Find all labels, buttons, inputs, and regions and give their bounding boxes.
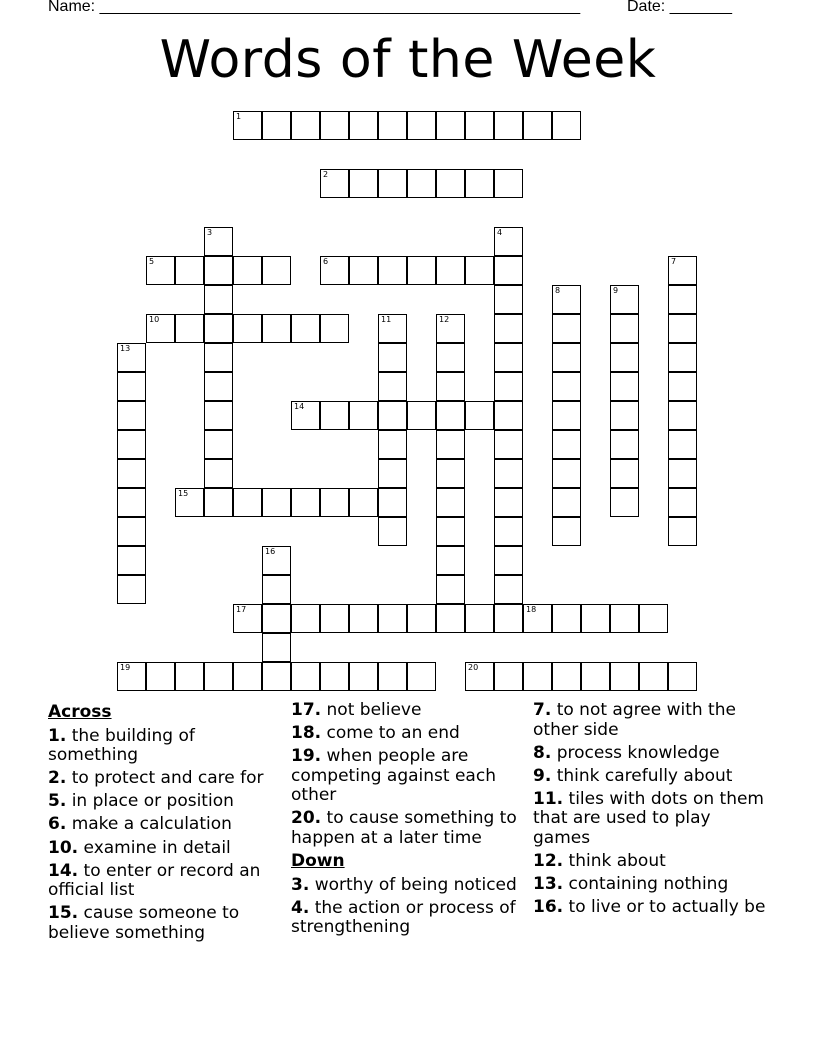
crossword-cell[interactable] <box>639 604 668 633</box>
crossword-cell[interactable] <box>204 372 233 401</box>
crossword-cell[interactable] <box>204 285 233 314</box>
crossword-cell[interactable] <box>349 111 378 140</box>
across-clue <box>48 815 288 835</box>
crossword-cell[interactable] <box>668 285 697 314</box>
crossword-cell[interactable] <box>610 343 639 372</box>
crossword-cell[interactable] <box>262 314 291 343</box>
clue-text: the action or process of strengthening <box>291 897 516 938</box>
clue-number: 17 <box>236 605 247 614</box>
clue-number: 6 <box>323 257 329 266</box>
clue-text: process knowledge <box>556 742 720 763</box>
crossword-cell[interactable] <box>668 372 697 401</box>
clue-number: 9 <box>613 286 619 295</box>
down-clue <box>533 898 773 918</box>
clue-number: 18. <box>291 723 322 744</box>
clue-text: worthy of being noticed <box>314 874 517 895</box>
clue-number: 11. <box>533 788 564 809</box>
crossword-cell[interactable] <box>407 604 436 633</box>
clue-number: 13. <box>533 874 564 895</box>
clue-number: 13 <box>120 344 131 353</box>
crossword-cell[interactable] <box>233 111 262 140</box>
crossword-cell[interactable] <box>436 169 465 198</box>
crossword-cell[interactable] <box>610 372 639 401</box>
crossword-cell[interactable] <box>552 314 581 343</box>
crossword-cell[interactable] <box>465 111 494 140</box>
clue-text: think about <box>568 851 666 872</box>
crossword-cell[interactable] <box>436 401 465 430</box>
crossword-cell[interactable] <box>262 604 291 633</box>
crossword-cell[interactable] <box>378 517 407 546</box>
crossword-cell[interactable] <box>523 604 552 633</box>
crossword-cell[interactable] <box>581 662 610 691</box>
clue-number: 16. <box>533 897 564 918</box>
crossword-cell[interactable] <box>465 662 494 691</box>
crossword-cell[interactable] <box>175 662 204 691</box>
crossword-cell[interactable] <box>436 459 465 488</box>
crossword-cell[interactable] <box>436 517 465 546</box>
crossword-cell[interactable] <box>668 459 697 488</box>
crossword-cell[interactable] <box>117 459 146 488</box>
crossword-cell[interactable] <box>436 604 465 633</box>
crossword-cell[interactable] <box>610 314 639 343</box>
crossword-cell[interactable] <box>349 169 378 198</box>
clue-number: 6. <box>48 814 67 835</box>
crossword-cell[interactable] <box>436 575 465 604</box>
crossword-cell[interactable] <box>378 314 407 343</box>
crossword-cell[interactable] <box>204 343 233 372</box>
crossword-cell[interactable] <box>465 604 494 633</box>
clue-text: examine in detail <box>83 837 231 858</box>
down-clue <box>533 767 773 787</box>
crossword-cell[interactable] <box>146 314 175 343</box>
crossword-cell[interactable] <box>378 169 407 198</box>
crossword-cell[interactable] <box>436 430 465 459</box>
date-field-label: Date: _______ <box>627 0 732 15</box>
crossword-cell[interactable] <box>262 488 291 517</box>
crossword-cell[interactable] <box>146 662 175 691</box>
crossword-cell[interactable] <box>552 662 581 691</box>
crossword-cell[interactable] <box>233 256 262 285</box>
down-clue <box>533 790 773 849</box>
crossword-cell[interactable] <box>668 343 697 372</box>
crossword-cell[interactable] <box>436 314 465 343</box>
crossword-cell[interactable] <box>378 488 407 517</box>
crossword-cell[interactable] <box>639 662 668 691</box>
clue-text: to live or to actually be <box>568 897 766 918</box>
crossword-cell[interactable] <box>320 169 349 198</box>
crossword-cell[interactable] <box>117 343 146 372</box>
across-heading: Across <box>48 702 112 722</box>
crossword-cell[interactable] <box>378 256 407 285</box>
clue-number: 9. <box>533 765 552 786</box>
crossword-cell[interactable] <box>494 314 523 343</box>
crossword-cell[interactable] <box>378 662 407 691</box>
crossword-cell[interactable] <box>349 401 378 430</box>
crossword-cell[interactable] <box>291 111 320 140</box>
across-clue <box>48 727 288 766</box>
crossword-cell[interactable] <box>175 256 204 285</box>
crossword-cell[interactable] <box>262 575 291 604</box>
crossword-cell[interactable] <box>610 604 639 633</box>
crossword-cell[interactable] <box>320 401 349 430</box>
crossword-cell[interactable] <box>407 662 436 691</box>
across-clue <box>48 862 288 901</box>
crossword-cell[interactable] <box>349 604 378 633</box>
clue-text: when people are competing against each other <box>291 746 496 806</box>
crossword-cell[interactable] <box>320 111 349 140</box>
crossword-cell[interactable] <box>465 256 494 285</box>
clue-number: 4. <box>291 897 310 918</box>
clue-text: think carefully about <box>556 765 733 786</box>
crossword-cell[interactable] <box>552 372 581 401</box>
crossword-cell[interactable] <box>117 517 146 546</box>
clue-text: to cause something to happen at a later time <box>291 808 517 849</box>
crossword-cell[interactable] <box>233 488 262 517</box>
crossword-cell[interactable] <box>204 256 233 285</box>
crossword-cell[interactable] <box>552 604 581 633</box>
crossword-cell[interactable] <box>610 401 639 430</box>
down-clue <box>533 852 773 872</box>
crossword-cell[interactable] <box>668 517 697 546</box>
clue-number: 10 <box>149 315 160 324</box>
crossword-cell[interactable] <box>494 372 523 401</box>
crossword-cell[interactable] <box>378 604 407 633</box>
crossword-cell[interactable] <box>668 256 697 285</box>
crossword-cell[interactable] <box>552 430 581 459</box>
down-clue <box>533 701 773 740</box>
across-clue <box>291 809 531 848</box>
clue-number: 3 <box>207 228 213 237</box>
clue-number: 14 <box>294 402 305 411</box>
crossword-cell[interactable] <box>436 546 465 575</box>
crossword-cell[interactable] <box>465 169 494 198</box>
crossword-cell[interactable] <box>117 662 146 691</box>
crossword-cell[interactable] <box>610 459 639 488</box>
crossword-cell[interactable] <box>668 488 697 517</box>
crossword-cell[interactable] <box>494 256 523 285</box>
crossword-cell[interactable] <box>262 662 291 691</box>
crossword-cell[interactable] <box>494 285 523 314</box>
clue-text: containing nothing <box>568 874 729 895</box>
crossword-cell[interactable] <box>117 575 146 604</box>
clue-number: 15 <box>178 489 189 498</box>
clue-number: 7 <box>671 257 677 266</box>
clue-text: to not agree with the other side <box>533 700 736 740</box>
crossword-cell[interactable] <box>378 430 407 459</box>
clue-number: 20 <box>468 663 479 672</box>
across-clue <box>48 792 288 812</box>
across-clue <box>48 839 288 859</box>
clue-number: 18 <box>526 605 537 614</box>
clue-text: to protect and care for <box>71 768 264 789</box>
crossword-cell[interactable] <box>262 111 291 140</box>
crossword-cell[interactable] <box>320 604 349 633</box>
crossword-cell[interactable] <box>204 459 233 488</box>
clue-text: the building of something <box>48 725 195 766</box>
crossword-cell[interactable] <box>146 256 175 285</box>
crossword-cell[interactable] <box>610 488 639 517</box>
crossword-cell[interactable] <box>117 488 146 517</box>
clue-number: 2 <box>323 170 329 179</box>
crossword-cell[interactable] <box>407 401 436 430</box>
crossword-cell[interactable] <box>465 401 494 430</box>
clue-number: 2. <box>48 768 67 789</box>
clue-number: 4 <box>497 228 503 237</box>
clue-number: 20. <box>291 808 322 829</box>
crossword-cell[interactable] <box>552 343 581 372</box>
clue-number: 14. <box>48 860 79 881</box>
crossword-cell[interactable] <box>494 401 523 430</box>
crossword-cell[interactable] <box>204 227 233 256</box>
crossword-cell[interactable] <box>320 662 349 691</box>
crossword-cell[interactable] <box>349 488 378 517</box>
crossword-cell[interactable] <box>552 517 581 546</box>
down-clue <box>533 875 773 895</box>
across-clue <box>48 904 288 943</box>
crossword-cell[interactable] <box>552 285 581 314</box>
clue-number: 17. <box>291 700 322 720</box>
crossword-cell[interactable] <box>494 488 523 517</box>
crossword-cell[interactable] <box>407 169 436 198</box>
crossword-cell[interactable] <box>320 256 349 285</box>
crossword-cell[interactable] <box>378 111 407 140</box>
crossword-cell[interactable] <box>204 314 233 343</box>
down-clue <box>533 744 773 764</box>
crossword-cell[interactable] <box>552 488 581 517</box>
crossword-cell[interactable] <box>291 662 320 691</box>
crossword-cell[interactable] <box>117 430 146 459</box>
crossword-cell[interactable] <box>436 372 465 401</box>
crossword-cell[interactable] <box>204 488 233 517</box>
clue-number: 5 <box>149 257 155 266</box>
crossword-cell[interactable] <box>320 314 349 343</box>
crossword-cell[interactable] <box>378 401 407 430</box>
clue-text: cause someone to believe something <box>48 903 240 943</box>
crossword-cell[interactable] <box>494 662 523 691</box>
clue-text: tiles with dots on them that are used to play games <box>533 788 764 849</box>
crossword-cell[interactable] <box>117 372 146 401</box>
crossword-cell[interactable] <box>291 401 320 430</box>
clue-number: 10. <box>48 837 79 858</box>
crossword-cell[interactable] <box>581 604 610 633</box>
crossword-cell[interactable] <box>552 401 581 430</box>
crossword-cell[interactable] <box>291 314 320 343</box>
crossword-cell[interactable] <box>407 111 436 140</box>
clue-number: 11 <box>381 315 392 324</box>
crossword-cell[interactable] <box>117 546 146 575</box>
crossword-cell[interactable] <box>378 372 407 401</box>
crossword-cell[interactable] <box>668 662 697 691</box>
crossword-cell[interactable] <box>204 662 233 691</box>
clues-column-3 <box>533 701 773 921</box>
across-clue <box>48 769 288 789</box>
crossword-cell[interactable] <box>523 111 552 140</box>
clue-text: in place or position <box>71 791 234 812</box>
crossword-cell[interactable] <box>494 169 523 198</box>
crossword-cell[interactable] <box>349 256 378 285</box>
across-clue <box>291 724 531 744</box>
crossword-cell[interactable] <box>552 111 581 140</box>
crossword-cell[interactable] <box>610 662 639 691</box>
crossword-cell[interactable] <box>436 343 465 372</box>
crossword-cell[interactable] <box>494 546 523 575</box>
crossword-cell[interactable] <box>494 459 523 488</box>
crossword-cell[interactable] <box>494 111 523 140</box>
crossword-cell[interactable] <box>668 401 697 430</box>
down-clue <box>291 876 531 896</box>
clue-number: 16 <box>265 547 276 556</box>
crossword-cell[interactable] <box>523 662 552 691</box>
crossword-cell[interactable] <box>117 401 146 430</box>
clue-number: 5. <box>48 791 67 812</box>
crossword-cell[interactable] <box>494 517 523 546</box>
crossword-cell[interactable] <box>320 488 349 517</box>
clue-text: not believe <box>326 700 422 720</box>
crossword-cell[interactable] <box>175 314 204 343</box>
crossword-cell[interactable] <box>610 430 639 459</box>
clue-number: 3. <box>291 874 310 895</box>
crossword-cell[interactable] <box>407 256 436 285</box>
clue-number: 15. <box>48 903 79 924</box>
crossword-cell[interactable] <box>494 343 523 372</box>
crossword-cell[interactable] <box>610 285 639 314</box>
crossword-cell[interactable] <box>262 256 291 285</box>
crossword-cell[interactable] <box>204 401 233 430</box>
clue-number: 19 <box>120 663 131 672</box>
clue-number: 8. <box>533 742 552 763</box>
crossword-cell[interactable] <box>668 430 697 459</box>
clue-number: 19. <box>291 746 322 767</box>
clue-number: 7. <box>533 700 552 720</box>
crossword-cell[interactable] <box>494 430 523 459</box>
name-field-label: Name: ______________________________________________________ <box>48 0 581 15</box>
crossword-cell[interactable] <box>436 256 465 285</box>
crossword-cell[interactable] <box>291 488 320 517</box>
crossword-cell[interactable] <box>494 604 523 633</box>
down-heading: Down <box>291 851 345 872</box>
clue-text: make a calculation <box>71 814 232 835</box>
crossword-cell[interactable] <box>378 459 407 488</box>
crossword-cell[interactable] <box>233 604 262 633</box>
across-clue <box>291 701 531 721</box>
across-clue <box>291 747 531 806</box>
crossword-cell[interactable] <box>233 314 262 343</box>
clues-column-1 <box>48 701 288 947</box>
crossword-cell[interactable] <box>204 430 233 459</box>
crossword-cell[interactable] <box>175 488 204 517</box>
crossword-cell[interactable] <box>262 633 291 662</box>
clue-text: to enter or record an official list <box>48 860 261 901</box>
crossword-cell[interactable] <box>262 546 291 575</box>
crossword-cell[interactable] <box>436 488 465 517</box>
crossword-cell[interactable] <box>291 604 320 633</box>
crossword-cell[interactable] <box>494 575 523 604</box>
crossword-cell[interactable] <box>494 227 523 256</box>
crossword-cell[interactable] <box>349 662 378 691</box>
clues-column-2 <box>291 701 531 942</box>
page-title: Words of the Week <box>159 30 657 90</box>
clue-number: 12. <box>533 851 564 872</box>
crossword-cell[interactable] <box>668 314 697 343</box>
clue-number: 1. <box>48 725 67 746</box>
clue-number: 12 <box>439 315 450 324</box>
clue-number: 1 <box>236 112 242 121</box>
crossword-cell[interactable] <box>436 111 465 140</box>
crossword-cell[interactable] <box>233 662 262 691</box>
down-clue <box>291 899 531 938</box>
crossword-cell[interactable] <box>552 459 581 488</box>
crossword-cell[interactable] <box>378 343 407 372</box>
clue-text: come to an end <box>326 723 460 744</box>
clue-number: 8 <box>555 286 561 295</box>
